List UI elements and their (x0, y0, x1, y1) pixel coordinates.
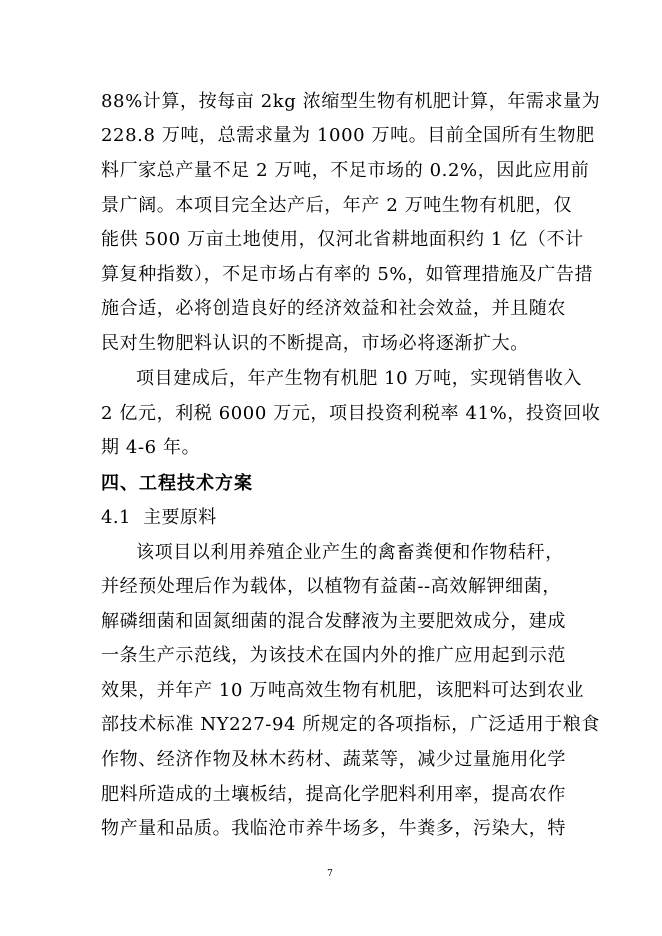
paragraph-3-line-4: 一条生产示范线，为该技术在国内外的推广应用起到示范 (101, 645, 566, 666)
paragraph-1-line-4: 景广阔。本项目完全达产后，年产 2 万吨生物有机肥，仅 (101, 195, 573, 216)
paragraph-1-line-5: 能供 500 万亩土地使用，仅河北省耕地面积约 1 亿（不计 (101, 229, 584, 250)
paragraph-3-line-5: 效果，并年产 10 万吨高效生物有机肥，该肥料可达到农业 (101, 680, 585, 701)
paragraph-1-line-1: 88%计算，按每亩 2kg 浓缩型生物有机肥计算，年需求量为 (101, 91, 601, 112)
paragraph-3-line-8: 肥料所造成的土壤板结，提高化学肥料利用率，提高农作 (101, 784, 566, 805)
page-number: 7 (327, 869, 333, 879)
paragraph-3-line-6: 部技术标准 NY227-94 所规定的各项指标，广泛适用于粮食 (101, 714, 601, 735)
section-heading: 四、工程技术方案 (101, 473, 253, 494)
subsection-heading: 4.1 主要原料 (101, 507, 217, 528)
paragraph-1-line-7: 施合适，必将创造良好的经济效益和社会效益，并且随农 (101, 298, 566, 319)
paragraph-1-line-6: 算复种指数），不足市场占有率的 5%，如管理措施及广告措 (101, 264, 594, 285)
paragraph-3-line-2: 并经预处理后作为载体，以植物有益菌--高效解钾细菌， (101, 576, 561, 597)
paragraph-2-line-3: 期 4-6 年。 (101, 437, 201, 458)
paragraph-1-line-2: 228.8 万吨，总需求量为 1000 万吨。目前全国所有生物肥 (101, 125, 595, 146)
paragraph-1-line-8: 民对生物肥料认识的不断提高，市场必将逐渐扩大。 (101, 333, 529, 354)
paragraph-2-line-2: 2 亿元，利税 6000 万元，项目投资利税率 41%，投资回收 (101, 403, 601, 424)
paragraph-3-line-1: 该项目以利用养殖企业产生的禽畜粪便和作物秸秆， (136, 542, 564, 563)
paragraph-3-line-7: 作物、经济作物及林木药材、蔬菜等，减少过量施用化学 (101, 749, 566, 770)
paragraph-1-line-3: 料厂家总产量不足 2 万吨，不足市场的 0.2%，因此应用前 (101, 160, 590, 181)
paragraph-3-line-9: 物产量和品质。我临沧市养牛场多，牛粪多，污染大，特 (101, 818, 566, 839)
paragraph-3-line-3: 解磷细菌和固氮细菌的混合发酵液为主要肥效成分，建成 (101, 611, 566, 632)
paragraph-2-line-1: 项目建成后，年产生物有机肥 10 万吨，实现销售收入 (136, 368, 582, 389)
